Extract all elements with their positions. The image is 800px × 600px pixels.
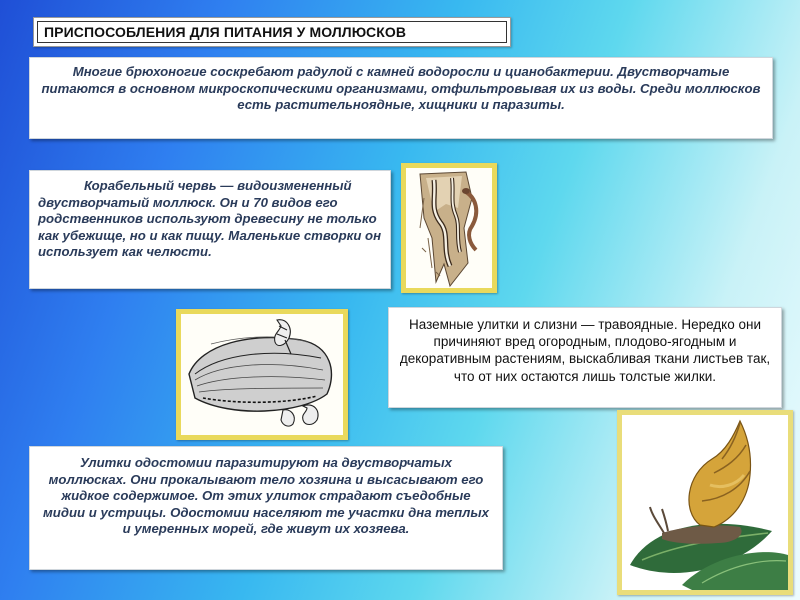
clam-illustration bbox=[181, 314, 343, 435]
odostomia-text-box bbox=[29, 446, 503, 570]
title-box bbox=[33, 17, 511, 47]
shipworm-text-box bbox=[29, 170, 391, 289]
slugs-text: Наземные улитки и слизни — травоядные. Нередко они причиняют вред огородным, плодово-ягодным и декоративным растениям, выскабливая ткани листьев так, что от них остаются лишь толстые жилки. bbox=[399, 317, 771, 384]
snail-illustration bbox=[622, 415, 788, 590]
odostomia-text: Улитки одостомии паразитируют на двустворчатых моллюсках. Они прокалывают тело хозяина и высасывают его жидкое содержимое. От этих улиток страдают съедобные мидии и устрицы. Одостомии населяют те участки дна теплых и умеренных морей, где живут их хозяева. bbox=[43, 455, 489, 537]
snail-image bbox=[617, 410, 793, 595]
shipworm-text: Корабельный червь — видоизмененный двустворчатый моллюск. Он и 70 видов его родственников используют древесину не только как убежище, но и как пищу. Маленькие створки он использует как челюсти. bbox=[38, 178, 382, 260]
page-title: ПРИСПОСОБЛЕНИЯ ДЛЯ ПИТАНИЯ У МОЛЛЮСКОВ bbox=[37, 21, 507, 43]
intro-text-box bbox=[29, 57, 773, 139]
clam-image bbox=[176, 309, 348, 440]
shipworm-image bbox=[401, 163, 497, 293]
slugs-text-box bbox=[388, 307, 782, 408]
shipworm-illustration bbox=[406, 168, 492, 288]
intro-text: Многие брюхоногие соскребают радулой с камней водоросли и цианобактерии. Двустворчатые питаются в основном микроскопическими организмами, отфильтровывая их из воды. Среди моллюсков есть растительноядные, хищники и паразиты. bbox=[41, 64, 761, 113]
